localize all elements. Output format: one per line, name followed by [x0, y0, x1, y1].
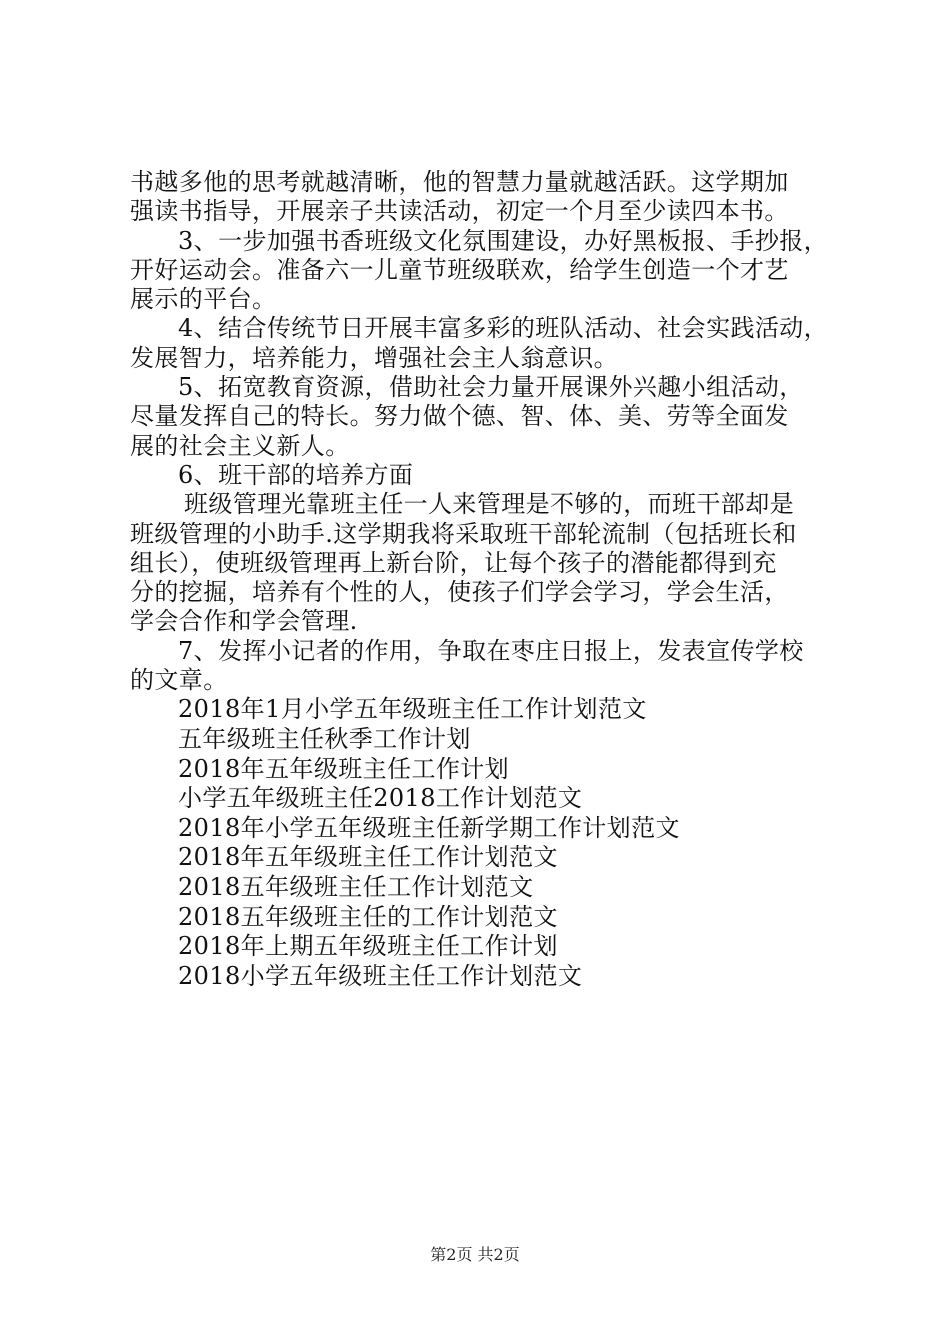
text-line: 尽量发挥自己的特长。努力做个德、智、体、美、劳等全面发 — [130, 402, 789, 431]
text-line: 展示的平台。 — [130, 285, 277, 314]
text-line: 4、结合传统节日开展丰富多彩的班队活动、社会实践活动， — [178, 314, 829, 343]
related-article-link[interactable]: 2018小学五年级班主任工作计划范文 — [178, 961, 583, 990]
text-line: 6、班干部的培养方面 — [178, 460, 414, 489]
text-line: 展的社会主义新人。 — [130, 431, 350, 460]
text-line: 学会合作和学会管理. — [130, 607, 358, 636]
text-line: 的文章。 — [130, 666, 228, 695]
document-body — [130, 168, 830, 991]
related-article-link[interactable]: 2018年1月小学五年级班主任工作计划范文 — [178, 695, 647, 724]
related-article-link[interactable]: 2018年上期五年级班主任工作计划 — [178, 932, 558, 961]
paragraph-lines — [130, 168, 830, 695]
related-article-link[interactable]: 五年级班主任秋季工作计划 — [178, 724, 471, 753]
text-line: 班级管理光靠班主任一人来管理是不够的，而班干部却是 — [184, 490, 794, 519]
related-article-link[interactable]: 2018年五年级班主任工作计划 — [178, 754, 510, 783]
related-articles-list — [130, 695, 830, 991]
text-line: 组长），使班级管理再上新台阶，让每个孩子的潜能都得到充 — [130, 548, 777, 577]
text-line: 3、一步加强书香班级文化氛围建设，办好黑板报、手抄报， — [178, 226, 829, 255]
text-line: 发展智力，培养能力，增强社会主人翁意识。 — [130, 343, 618, 372]
related-article-link[interactable]: 小学五年级班主任2018工作计划范文 — [178, 784, 583, 813]
text-line: 7、发挥小记者的作用，争取在枣庄日报上，发表宣传学校 — [178, 636, 804, 665]
page-footer: 第2页 共2页 — [430, 1245, 520, 1264]
related-article-link[interactable]: 2018五年级班主任的工作计划范文 — [178, 902, 558, 931]
related-article-link[interactable]: 2018年五年级班主任工作计划范文 — [178, 843, 558, 872]
text-line: 分的挖掘，培养有个性的人，使孩子们学会学习，学会生活， — [130, 578, 789, 607]
text-line: 班级管理的小助手.这学期我将采取班干部轮流制（包括班长和 — [130, 519, 797, 548]
text-line: 强读书指导，开展亲子共读活动，初定一个月至少读四本书。 — [130, 197, 789, 226]
text-line: 开好运动会。准备六一儿童节班级联欢，给学生创造一个才艺 — [130, 255, 789, 284]
related-article-link[interactable]: 2018五年级班主任工作计划范文 — [178, 872, 534, 901]
text-line: 5、拓宽教育资源，借助社会力量开展课外兴趣小组活动， — [178, 373, 804, 402]
related-article-link[interactable]: 2018年小学五年级班主任新学期工作计划范文 — [178, 813, 680, 842]
text-line: 书越多他的思考就越清晰，他的智慧力量就越活跃。这学期加 — [130, 168, 789, 196]
